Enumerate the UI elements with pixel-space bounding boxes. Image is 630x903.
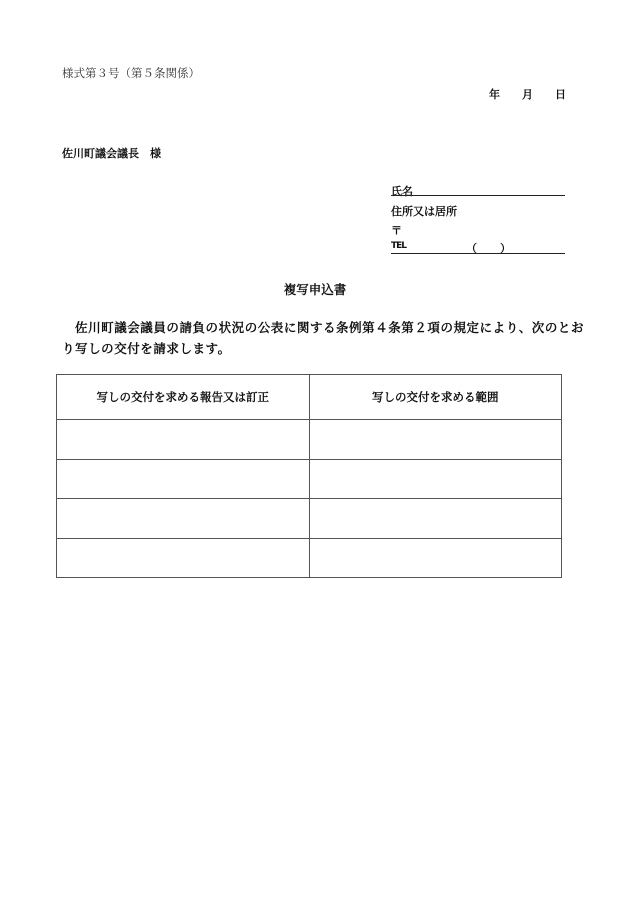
header-report: 写しの交付を求める報告又は訂正 bbox=[57, 375, 310, 420]
form-number: 様式第３号（第５条関係） bbox=[62, 66, 200, 80]
date-day-label: 日 bbox=[555, 88, 566, 101]
date-month-label: 月 bbox=[522, 88, 533, 101]
report-cell[interactable] bbox=[57, 459, 310, 499]
report-cell[interactable] bbox=[57, 538, 310, 578]
tel-underline bbox=[391, 253, 565, 254]
tel-paren-close: ） bbox=[500, 242, 511, 255]
document-title: 複写申込書 bbox=[283, 282, 347, 297]
range-cell[interactable] bbox=[309, 499, 562, 539]
table-header-row bbox=[57, 375, 562, 420]
table-row bbox=[57, 538, 562, 578]
body-line-2: り写しの交付を請求します。 bbox=[62, 341, 231, 356]
table-row bbox=[57, 459, 562, 499]
range-cell[interactable] bbox=[309, 538, 562, 578]
name-underline bbox=[391, 195, 565, 196]
header-range: 写しの交付を求める範囲 bbox=[309, 375, 562, 420]
name-label: 氏名 bbox=[391, 185, 413, 198]
postal-mark: 〒 bbox=[391, 224, 402, 237]
range-cell[interactable] bbox=[309, 459, 562, 499]
date-year-label: 年 bbox=[489, 88, 500, 101]
tel-label: TEL bbox=[391, 241, 407, 251]
table-row bbox=[57, 420, 562, 460]
table-row bbox=[57, 499, 562, 539]
address-label: 住所又は居所 bbox=[391, 205, 457, 218]
report-cell[interactable] bbox=[57, 420, 310, 460]
report-cell[interactable] bbox=[57, 499, 310, 539]
request-table bbox=[56, 374, 562, 578]
tel-paren-open: （ bbox=[466, 242, 477, 255]
range-cell[interactable] bbox=[309, 420, 562, 460]
body-line-1: 佐川町議会議員の請負の状況の公表に関する条例第４条第２項の規定により、次のとお bbox=[62, 320, 585, 335]
addressee: 佐川町議会議長 様 bbox=[62, 147, 161, 160]
